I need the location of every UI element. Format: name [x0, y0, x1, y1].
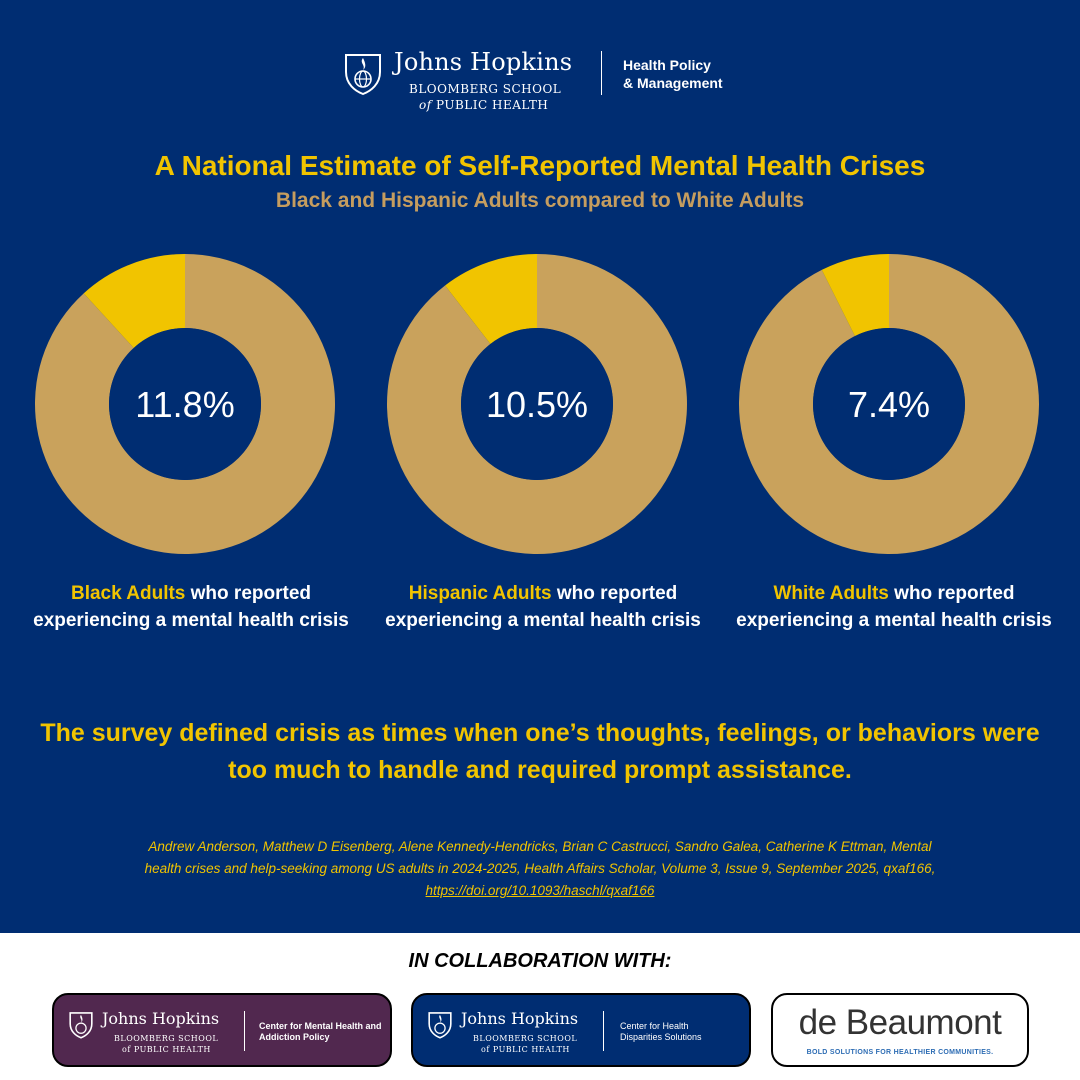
collaboration-label: IN COLLABORATION WITH: — [408, 950, 672, 972]
partner-divider — [244, 1011, 245, 1051]
institution-name: Johns Hopkins — [394, 48, 573, 76]
caption-hispanic-adults: Hispanic Adults who reported experiencing a mental health crisis — [385, 583, 701, 631]
de-beaumont-logo: de Beaumont — [798, 1003, 1002, 1042]
caption-white-adults: White Adults who reported experiencing a mental health crisis — [736, 583, 1052, 631]
partner-school-line2: of PUBLIC HEALTH — [122, 1045, 211, 1054]
footer — [0, 933, 1080, 1080]
donut-label-white-adults: 7.4% — [847, 384, 931, 425]
chart-subtitle: Black and Hispanic Adults compared to White Adults — [275, 189, 805, 212]
doi-link[interactable]: https://doi.org/10.1093/haschl/qxaf166 — [425, 883, 655, 898]
caption-black-adults: Black Adults who reported experiencing a mental health crisis — [33, 583, 349, 631]
university-shield-icon — [427, 1011, 453, 1039]
partner-card-de-beaumont — [771, 993, 1029, 1067]
crisis-definition: The survey defined crisis as times when one’s thoughts, feelings, or behaviors were too much to handle and required prompt assistance. — [40, 719, 1040, 784]
partner-card-mental-health — [52, 993, 392, 1067]
partner-divider — [603, 1011, 604, 1051]
university-shield-icon — [68, 1011, 94, 1039]
partner-center-label: Center for Mental Health and Addiction Policy — [259, 1021, 382, 1042]
donut-label-hispanic-adults: 10.5% — [485, 384, 589, 425]
partner-school: BLOOMBERG SCHOOL — [473, 1034, 578, 1043]
chart-title: A National Estimate of Self-Reported Mental Health Crises — [154, 150, 926, 181]
partner-center-label: Center for Health Disparities Solutions — [620, 1021, 702, 1042]
partner-name: Johns Hopkins — [461, 1009, 579, 1028]
institution-school-line2: of PUBLIC HEALTH — [419, 98, 549, 112]
partner-school-line2: of PUBLIC HEALTH — [481, 1045, 570, 1054]
department-name: Health Policy & Management — [623, 57, 723, 91]
partner-card-health-disparities — [411, 993, 751, 1067]
de-beaumont-tagline: BOLD SOLUTIONS FOR HEALTHIER COMMUNITIES. — [806, 1049, 994, 1056]
donut-label-black-adults: 11.8% — [135, 384, 235, 425]
partner-school: BLOOMBERG SCHOOL — [114, 1034, 219, 1043]
partner-name: Johns Hopkins — [102, 1009, 220, 1028]
institution-school: BLOOMBERG SCHOOL — [409, 82, 562, 96]
citation: Andrew Anderson, Matthew D Eisenberg, Alene Kennedy-Hendricks, Brian C Castrucci, Sandro Galea, Catherine K Ettman, Mental health crises and help-seeking among US adults in 2024-2025, Health Affairs Scholar, Volume 3, Issue 9, September 2025, qxaf166, https://doi.org/10.1093/haschl/qxaf166 — [144, 839, 936, 898]
